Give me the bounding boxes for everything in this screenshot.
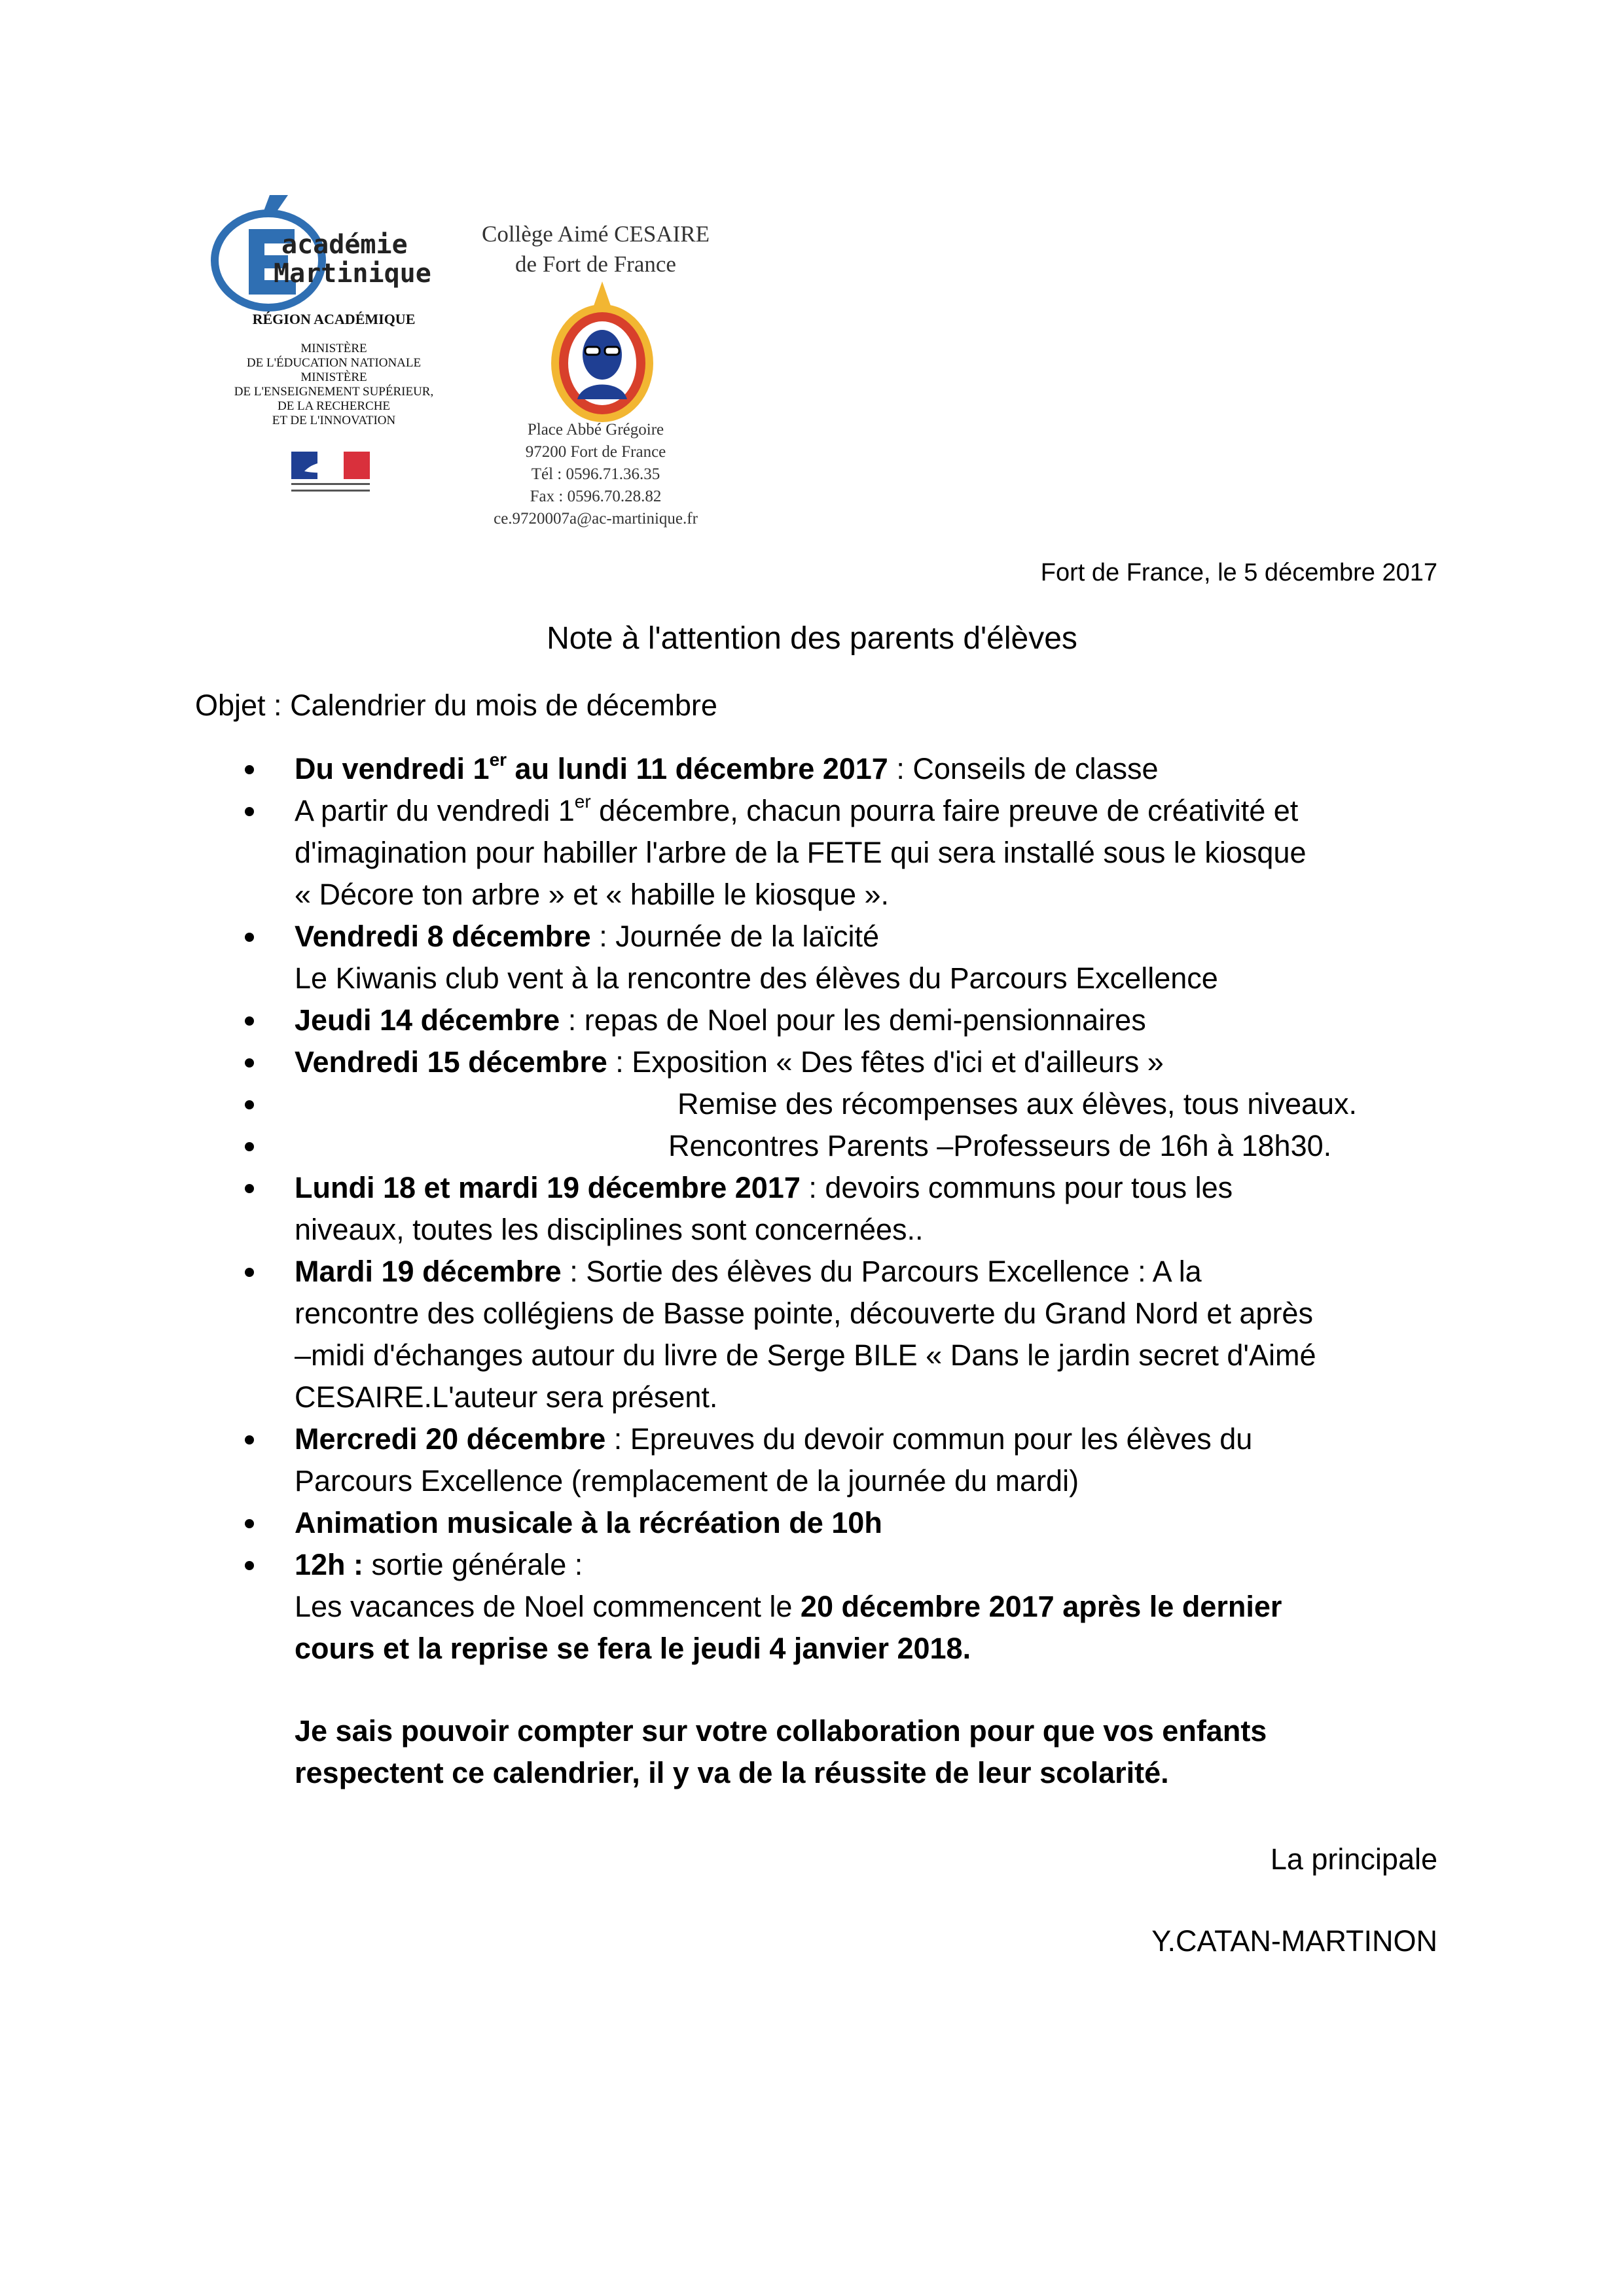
list-item: [236, 1083, 1479, 1125]
item-date: Mardi 19 décembre: [295, 1255, 562, 1288]
item-text: rencontre des collégiens de Basse pointe, découverte du Grand Nord et après: [295, 1297, 1313, 1330]
item-text: décembre, chacun pourra faire preuve de créativité et: [590, 794, 1299, 827]
closing-paragraph: [295, 1710, 1473, 1794]
note-title: Note à l'attention des parents d'élèves: [547, 621, 1077, 656]
bullet-icon: [245, 1268, 254, 1277]
list-item: [236, 1544, 1479, 1670]
item-date: Mercredi 20 décembre: [295, 1422, 606, 1456]
address-line: Fax : 0596.70.28.82: [530, 488, 662, 505]
academie-logo-block: [196, 190, 471, 504]
college-name: [458, 219, 733, 279]
item-date: Vendredi 8 décembre: [295, 920, 591, 953]
item-date: cours et la reprise se fera le jeudi 4 janvier 2018.: [295, 1632, 971, 1665]
bullet-icon: [245, 1561, 254, 1570]
bullet-icon: [245, 1100, 254, 1109]
item-text: Le Kiwanis club vent à la rencontre des élèves du Parcours Excellence: [295, 961, 1218, 995]
object-line: Objet : Calendrier du mois de décembre: [195, 689, 717, 722]
bullet-icon: [245, 933, 254, 942]
ministry-line: DE L'ENSEIGNEMENT SUPÉRIEUR,: [234, 385, 434, 399]
item-date: 20 décembre 2017 après le dernier: [800, 1590, 1282, 1623]
address-line: Place Abbé Grégoire: [527, 421, 664, 439]
item-date: Lundi 18 et mardi 19 décembre 2017: [295, 1171, 801, 1204]
list-item: [236, 748, 1479, 790]
item-date: Animation musicale à la récréation de 10h: [295, 1506, 882, 1539]
signature-role: La principale: [1270, 1842, 1437, 1876]
bullet-icon: [245, 1435, 254, 1444]
bullet-icon: [245, 1016, 254, 1026]
item-sup: er: [574, 791, 591, 812]
item-text: : Journée de la laïcité: [590, 920, 879, 953]
academie-word: académie: [281, 230, 408, 260]
list-item: [236, 1251, 1479, 1418]
college-name-line: Collège Aimé CESAIRE: [481, 221, 710, 247]
date-line: Fort de France, le 5 décembre 2017: [1040, 559, 1437, 586]
calendar-list: [236, 748, 1479, 1670]
marianne-flag-icon: [291, 452, 370, 497]
bullet-icon: [245, 1519, 254, 1528]
item-date: au lundi 11 décembre 2017: [507, 752, 888, 785]
ministry-line: MINISTÈRE: [300, 342, 367, 355]
item-text: d'imagination pour habiller l'arbre de la FETE qui sera installé sous le kiosque: [295, 836, 1307, 869]
address-line: 97200 Fort de France: [525, 443, 666, 461]
ministry-line: MINISTÈRE: [300, 370, 367, 384]
bullet-icon: [245, 807, 254, 816]
closing-line: Je sais pouvoir compter sur votre collaboration pour que vos enfants: [295, 1714, 1267, 1748]
list-item: [236, 1125, 1479, 1167]
bullet-icon: [245, 1142, 254, 1151]
item-text: « Décore ton arbre » et « habille le kiosque ».: [295, 878, 890, 911]
ministry-line: DE L'ÉDUCATION NATIONALE: [246, 356, 422, 370]
item-text: niveaux, toutes les disciplines sont concernées..: [295, 1213, 924, 1246]
closing-line: respectent ce calendrier, il y va de la réussite de leur scolarité.: [295, 1756, 1169, 1789]
item-text: : Exposition « Des fêtes d'ici et d'ailleurs »: [607, 1045, 1164, 1079]
martinique-word: Martinique: [274, 259, 431, 289]
item-text: : Conseils de classe: [888, 752, 1159, 785]
item-text: A partir du vendredi 1: [295, 794, 575, 827]
item-sup: er: [489, 749, 507, 770]
list-item: [236, 999, 1479, 1041]
item-date: Vendredi 15 décembre: [295, 1045, 607, 1079]
ministry-line: DE LA RECHERCHE: [277, 399, 391, 413]
list-item: [236, 1418, 1479, 1502]
college-logo-block: [458, 216, 733, 543]
item-text: Parcours Excellence (remplacement de la journée du mardi): [295, 1464, 1079, 1498]
college-address: [458, 419, 733, 530]
item-text: CESAIRE.L'auteur sera présent.: [295, 1380, 718, 1414]
bullet-icon: [245, 765, 254, 774]
item-text: –midi d'échanges autour du livre de Serge BILE « Dans le jardin secret d'Aimé: [295, 1338, 1316, 1372]
college-cesaire-emblem-icon: [543, 281, 661, 425]
ministry-text: [196, 342, 471, 428]
item-date: Jeudi 14 décembre: [295, 1003, 560, 1037]
list-item: [236, 790, 1479, 916]
item-date: 12h :: [295, 1548, 364, 1581]
item-text: : Epreuves du devoir commun pour les élèves du: [605, 1422, 1253, 1456]
list-item: [236, 1041, 1479, 1083]
college-email-link[interactable]: ce.9720007a@ac-martinique.fr: [494, 510, 698, 528]
list-item: [236, 1502, 1479, 1544]
bullet-icon: [245, 1184, 254, 1193]
item-text: Remise des récompenses aux élèves, tous niveaux.: [677, 1087, 1358, 1121]
list-item: [236, 1167, 1479, 1251]
item-text: : Sortie des élèves du Parcours Excellence : A la: [561, 1255, 1202, 1288]
region-academique-label: RÉGION ACADÉMIQUE: [252, 311, 416, 327]
signature-name: Y.CATAN-MARTINON: [1151, 1924, 1437, 1958]
item-date: Du vendredi 1: [295, 752, 490, 785]
item-text: sortie générale :: [363, 1548, 583, 1581]
address-line: Tél : 0596.71.36.35: [531, 465, 660, 483]
item-text: Rencontres Parents –Professeurs de 16h à 18h30.: [668, 1129, 1332, 1162]
list-item: [236, 916, 1479, 999]
college-name-line: de Fort de France: [515, 251, 676, 277]
item-text: : repas de Noel pour les demi-pensionnaires: [560, 1003, 1146, 1037]
item-text: Les vacances de Noel commencent le: [295, 1590, 801, 1623]
item-text: : devoirs communs pour tous les: [800, 1171, 1233, 1204]
bullet-icon: [245, 1058, 254, 1067]
ministry-line: ET DE L'INNOVATION: [272, 414, 396, 427]
